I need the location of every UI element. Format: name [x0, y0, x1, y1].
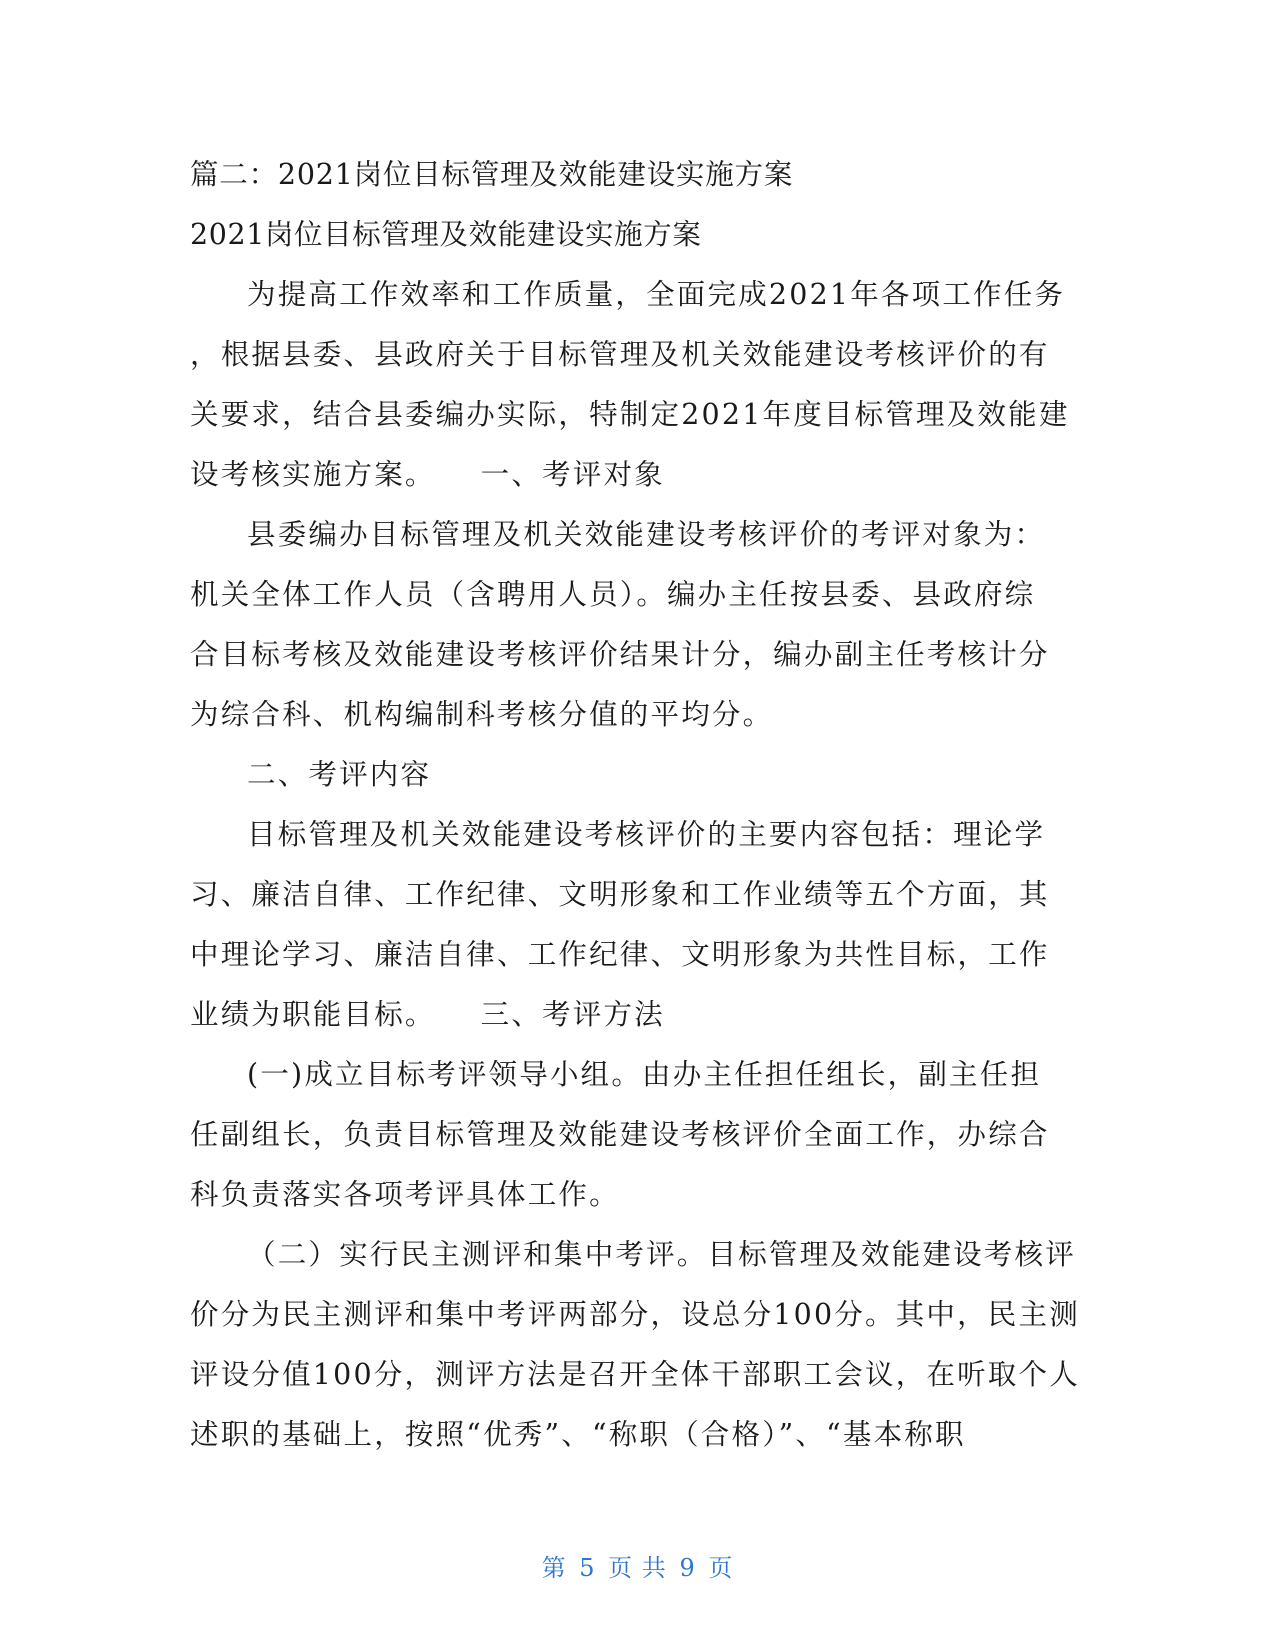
text-line: 习、廉洁自律、工作纪律、文明形象和工作业绩等五个方面，其: [190, 878, 1050, 911]
text-line: 目标管理及机关效能建设考核评价的主要内容包括：理论学: [247, 818, 1046, 851]
footer-mid: 页 共: [608, 1554, 667, 1582]
text-line: 业绩为职能目标。 三、考评方法: [190, 998, 665, 1031]
text-line: 县委编办目标管理及机关效能建设考核评价的考评对象为：: [247, 518, 1046, 551]
text-line: ，根据县委、县政府关于目标管理及机关效能建设考核评价的有: [190, 338, 1050, 371]
text-line: 机关全体工作人员（含聘用人员）。编办主任按县委、县政府综: [190, 578, 1036, 611]
text-line: （二）实行民主测评和集中考评。目标管理及效能建设考核评: [247, 1238, 1076, 1271]
text-line: 述职的基础上，按照“优秀”、“称职（合格）”、“基本称职: [190, 1418, 966, 1451]
text-line: 为提高工作效率和工作质量，全面完成2021年各项工作任务: [247, 278, 1066, 311]
text-line: 中理论学习、廉洁自律、工作纪律、文明形象为共性目标，工作: [190, 938, 1050, 971]
document-body: [190, 145, 1085, 1465]
footer-suffix: 页: [708, 1554, 734, 1582]
page-footer: [0, 1548, 1275, 1583]
text-line: 关要求，结合县委编办实际，特制定2021年度目标管理及效能建: [190, 398, 1070, 431]
text-line: (一)成立目标考评领导小组。由办主任担任组长，副主任担: [247, 1058, 1042, 1091]
text-line: 为综合科、机构编制科考核分值的平均分。: [190, 698, 774, 731]
document-heading: 篇二：2021岗位目标管理及效能建设实施方案: [190, 158, 794, 191]
footer-prefix: 第: [541, 1554, 567, 1582]
footer-current-page: 5: [579, 1554, 596, 1582]
section-heading: 二、考评内容: [247, 758, 432, 791]
text-line: 科负责落实各项考评具体工作。: [190, 1178, 620, 1211]
text-line: 合目标考核及效能建设考核评价结果计分，编办副主任考核计分: [190, 638, 1050, 671]
text-line: 评设分值100分，测评方法是召开全体干部职工会议，在听取个人: [190, 1358, 1080, 1391]
document-title: 2021岗位目标管理及效能建设实施方案: [190, 218, 702, 251]
footer-total-pages: 9: [679, 1554, 696, 1582]
text-line: 价分为民主测评和集中考评两部分，设总分100分。其中，民主测: [190, 1298, 1080, 1331]
text-line: 任副组长，负责目标管理及效能建设考核评价全面工作，办综合: [190, 1118, 1050, 1151]
text-line: 设考核实施方案。 一、考评对象: [190, 458, 665, 491]
